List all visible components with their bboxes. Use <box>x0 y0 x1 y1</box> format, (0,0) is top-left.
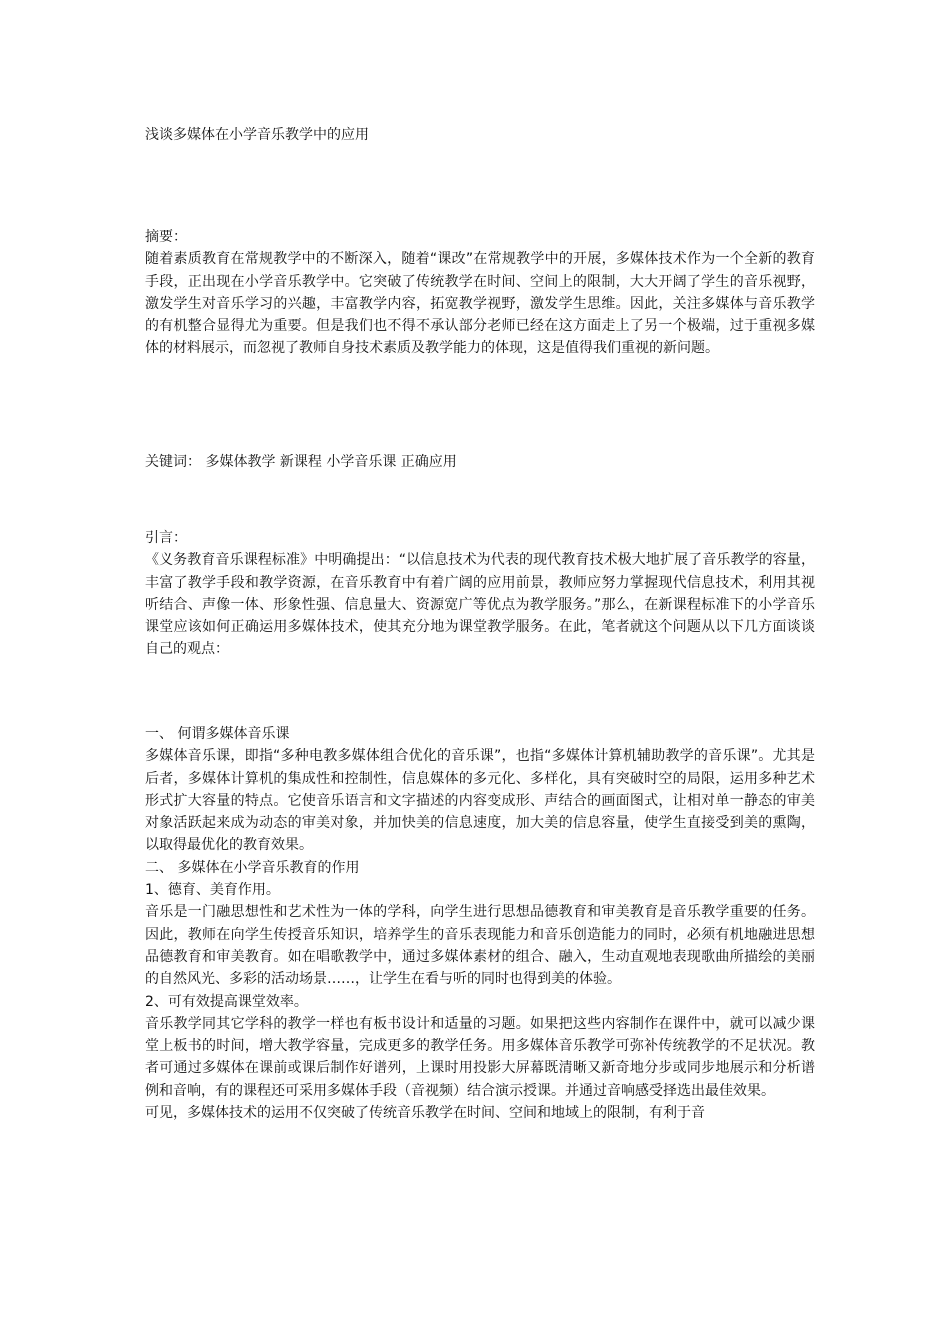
abstract-section <box>145 226 815 360</box>
subsection2-heading: 2、可有效提高课堂效率。 <box>145 993 308 1010</box>
document-title: 浅谈多媒体在小学音乐教学中的应用 <box>145 127 369 143</box>
section2-heading: 二、 多媒体在小学音乐教育的作用 <box>145 859 360 876</box>
closing-text: 可见，多媒体技术的运用不仅突破了传统音乐教学在时间、空间和地域上的限制，有利于音 <box>145 1105 705 1122</box>
abstract-text: 随着素质教育在常规教学中的不断深入，随着“课改”在常规教学中的开展，多媒体技术作为一个全新的教育手段，正出现在小学音乐教学中。它突破了传统教学在时间、空间上的限制，大大开阔了学生的音乐视野，激发学生对音乐学习的兴趣，丰富教学内容，拓宽教学视野，激发学生思维。因此，关注多媒体与音乐教学的有机整合显得尤为重要。但是我们也不得不承认部分老师已经在这方面走上了另一个极端，过于重视多媒体的材料展示，而忽视了教师自身技术素质及教学能力的体现，这是值得我们重视的新问题。 <box>145 251 815 357</box>
section1-text: 多媒体音乐课，即指“多种电教多媒体组合优化的音乐课”，也指“多媒体计算机辅助教学的音乐课”。尤其是后者，多媒体计算机的集成性和控制性，信息媒体的多元化、多样化，具有突破时空的局限，运用多种艺术形式扩大容量的特点。它使音乐语言和文字描述的内容变成形、声结合的画面图式，让相对单一静态的审美对象活跃起来成为动态的审美对象，并加快美的信息速度，加大美的信息容量，使学生直接受到美的熏陶，以取得最优化的教育效果。 <box>145 748 815 854</box>
intro-section <box>145 527 815 661</box>
intro-text: 《义务教育音乐课程标准》中明确提出：“以信息技术为代表的现代教育技术极大地扩展了音乐教学的容量，丰富了教学手段和教学资源，在音乐教育中有着广阔的应用前景，教师应努力掌握现代信息技术，利用其视听结合、声像一体、形象性强、信息量大、资源宽广等优点为教学服务。”那么，在新课程标准下的小学音乐课堂应该如何正确运用多媒体技术，使其充分地为课堂教学服务。在此，笔者就这个问题从以下几方面谈谈自己的观点： <box>145 552 815 658</box>
abstract-label: 摘要： <box>145 229 187 245</box>
intro-label: 引言： <box>145 530 187 546</box>
subsection1-heading: 1、德育、美育作用。 <box>145 882 280 899</box>
subsection1-text: 音乐是一门融思想性和艺术性为一体的学科，向学生进行思想品德教育和审美教育是音乐教学重要的任务。因此，教师在向学生传授音乐知识，培养学生的音乐表现能力和音乐创造能力的同时，必须有机地融进思想品德教育和审美教育。如在唱歌教学中，通过多媒体素材的组合、融入，生动直观地表现歌曲所描绘的美丽的自然风光、多彩的活动场景……，让学生在看与听的同时也得到美的体验。 <box>145 904 815 988</box>
section1-heading: 一、 何谓多媒体音乐课 <box>145 726 290 742</box>
keywords-line: 关键词： 多媒体教学 新课程 小学音乐课 正确应用 <box>145 454 457 470</box>
subsection2-text: 音乐教学同其它学科的教学一样也有板书设计和适量的习题。如果把这些内容制作在课件中，就可以减少课堂上板书的时间，增大教学容量，完成更多的教学任务。用多媒体音乐教学可弥补传统教学的不足状况。教者可通过多媒体在课前或课后制作好谱列，上课时用投影大屏幕既清晰又新奇地分步或同步地展示和分析谱例和音响，有的课程还可采用多媒体手段（音视频）结合演示授课。并通过音响感受择选出最佳效果。 <box>145 1015 815 1099</box>
body-sections <box>145 723 815 1124</box>
